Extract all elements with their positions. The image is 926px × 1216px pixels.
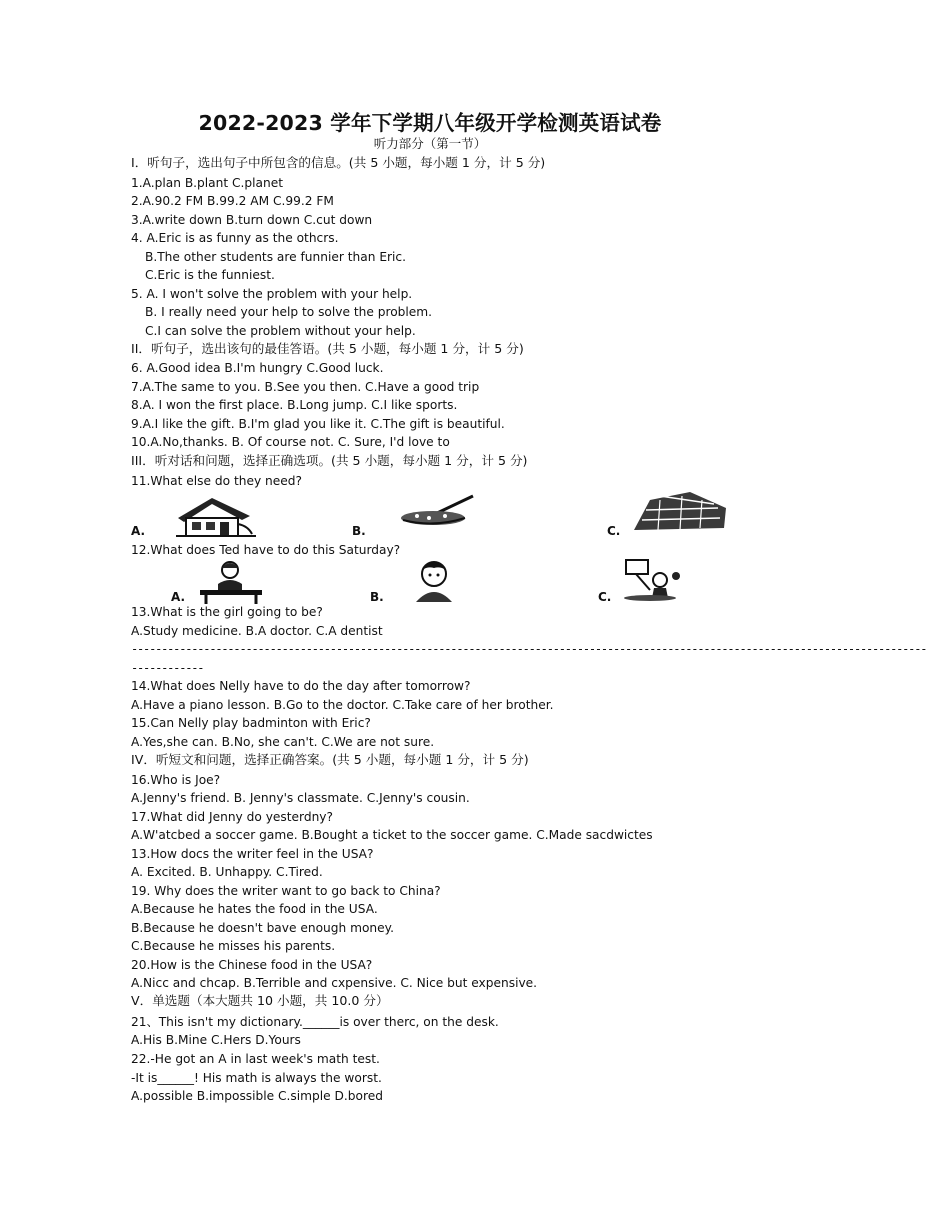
question-line: 6. A.Good idea B.I'm hungry C.Good luck.: [131, 361, 384, 375]
option-line: C.I can solve the problem without your help.: [145, 324, 416, 338]
option-line: A.possible B.impossible C.simple D.bored: [131, 1089, 383, 1103]
question-line: 2.A.90.2 FM B.99.2 AM C.99.2 FM: [131, 194, 334, 208]
question-line: 15.Can Nelly play badminton with Eric?: [131, 716, 371, 730]
question-line: 5. A. I won't solve the problem with your help.: [131, 287, 413, 301]
question-line: 19. Why does the writer want to go back to China?: [131, 884, 441, 898]
question-line: 13.What is the girl going to be?: [131, 605, 323, 619]
question-line: 16.Who is Joe?: [131, 773, 221, 787]
separator-line-continued: ------------: [131, 661, 204, 675]
section-1-heading: I．听句子，选出句子中所包含的信息。(共 5 小题，每小题 1 分，计 5 分): [131, 155, 546, 170]
q11-option-a-label: A.: [131, 524, 146, 538]
option-line: A.Nicc and chcap. B.Terrible and cxpensive. C. Nice but expensive.: [131, 976, 538, 990]
option-line: A.Have a piano lesson. B.Go to the doctor. C.Take care of her brother.: [131, 698, 554, 712]
option-line: B.Because he doesn't bave enough money.: [131, 921, 394, 935]
question-line: 20.How is the Chinese food in the USA?: [131, 958, 373, 972]
option-line: C.Because he misses his parents.: [131, 939, 336, 953]
option-line: B. I really need your help to solve the problem.: [145, 305, 433, 319]
option-line: A.W'atcbed a soccer game. B.Bought a ticket to the soccer game. C.Made sacdwictes: [131, 828, 653, 842]
separator-line: ------------------------------------------------------------------------------------------------------------------------------------: [131, 642, 926, 656]
option-line: B.The other students are funnier than Eric.: [145, 250, 406, 264]
house-picture: [172, 494, 258, 540]
question-line: 9.A.I like the gift. B.I'm glad you like it. C.The gift is beautiful.: [131, 417, 505, 431]
boy-studying-picture: [196, 560, 266, 604]
question-line: -It is______! His math is always the worst.: [131, 1071, 382, 1085]
section-2-heading: II．听句子，选出该句的最佳答语。(共 5 小题，每小题 1 分，计 5 分): [131, 341, 524, 356]
question-line: 14.What does Nelly have to do the day after tomorrow?: [131, 679, 471, 693]
question-line: 11.What else do they need?: [131, 474, 302, 488]
rake-picture: [395, 494, 477, 530]
question-line: 1.A.plan B.plant C.planet: [131, 176, 283, 190]
option-line: A. Excited. B. Unhappy. C.Tired.: [131, 865, 323, 879]
section-4-heading: IV．听短文和问题，选择正确答案。(共 5 小题，每小题 1 分，计 5 分): [131, 752, 529, 767]
question-line: 12.What does Ted have to do this Saturday?: [131, 543, 401, 557]
section-subtitle: 听力部分（第一节）: [373, 136, 487, 151]
q12-option-a-label: A.: [171, 590, 186, 604]
question-line: 4. A.Eric is as funny as the othcrs.: [131, 231, 339, 245]
option-line: A.His B.Mine C.Hers D.Yours: [131, 1033, 301, 1047]
option-line: A.Jenny's friend. B. Jenny's classmate. C.Jenny's cousin.: [131, 791, 470, 805]
bricks-picture: [630, 490, 730, 536]
option-line: A.Because he hates the food in the USA.: [131, 902, 378, 916]
q12-option-b-label: B.: [370, 590, 384, 604]
option-line: A.Yes,she can. B.No, she can't. C.We are not sure.: [131, 735, 435, 749]
boy-portrait-picture: [408, 556, 460, 604]
q11-option-c-label: C.: [607, 524, 621, 538]
exam-title: 2022-2023 学年下学期八年级开学检测英语试卷: [198, 111, 662, 135]
question-line: 10.A.No,thanks. B. Of course not. C. Sure, I'd love to: [131, 435, 450, 449]
painting-picture: [620, 558, 682, 602]
question-line: 22.-He got an A in last week's math test.: [131, 1052, 380, 1066]
question-line: 3.A.write down B.turn down C.cut down: [131, 213, 373, 227]
option-line: A.Study medicine. B.A doctor. C.A dentist: [131, 624, 383, 638]
q12-option-c-label: C.: [598, 590, 612, 604]
option-line: C.Eric is the funniest.: [145, 268, 275, 282]
section-3-heading: III．听对话和问题，选择正确选项。(共 5 小题，每小题 1 分，计 5 分): [131, 453, 528, 468]
section-5-heading: V．单选题（本大题共 10 小题，共 10.0 分）: [131, 993, 389, 1008]
question-line: 17.What did Jenny do yesterdny?: [131, 810, 333, 824]
question-line: 21、This isn't my dictionary.______is over therc, on the desk.: [131, 1015, 499, 1029]
question-line: 7.A.The same to you. B.See you then. C.Have a good trip: [131, 380, 480, 394]
question-line: 13.How docs the writer feel in the USA?: [131, 847, 374, 861]
q11-option-b-label: B.: [352, 524, 366, 538]
question-line: 8.A. I won the first place. B.Long jump. C.I like sports.: [131, 398, 458, 412]
